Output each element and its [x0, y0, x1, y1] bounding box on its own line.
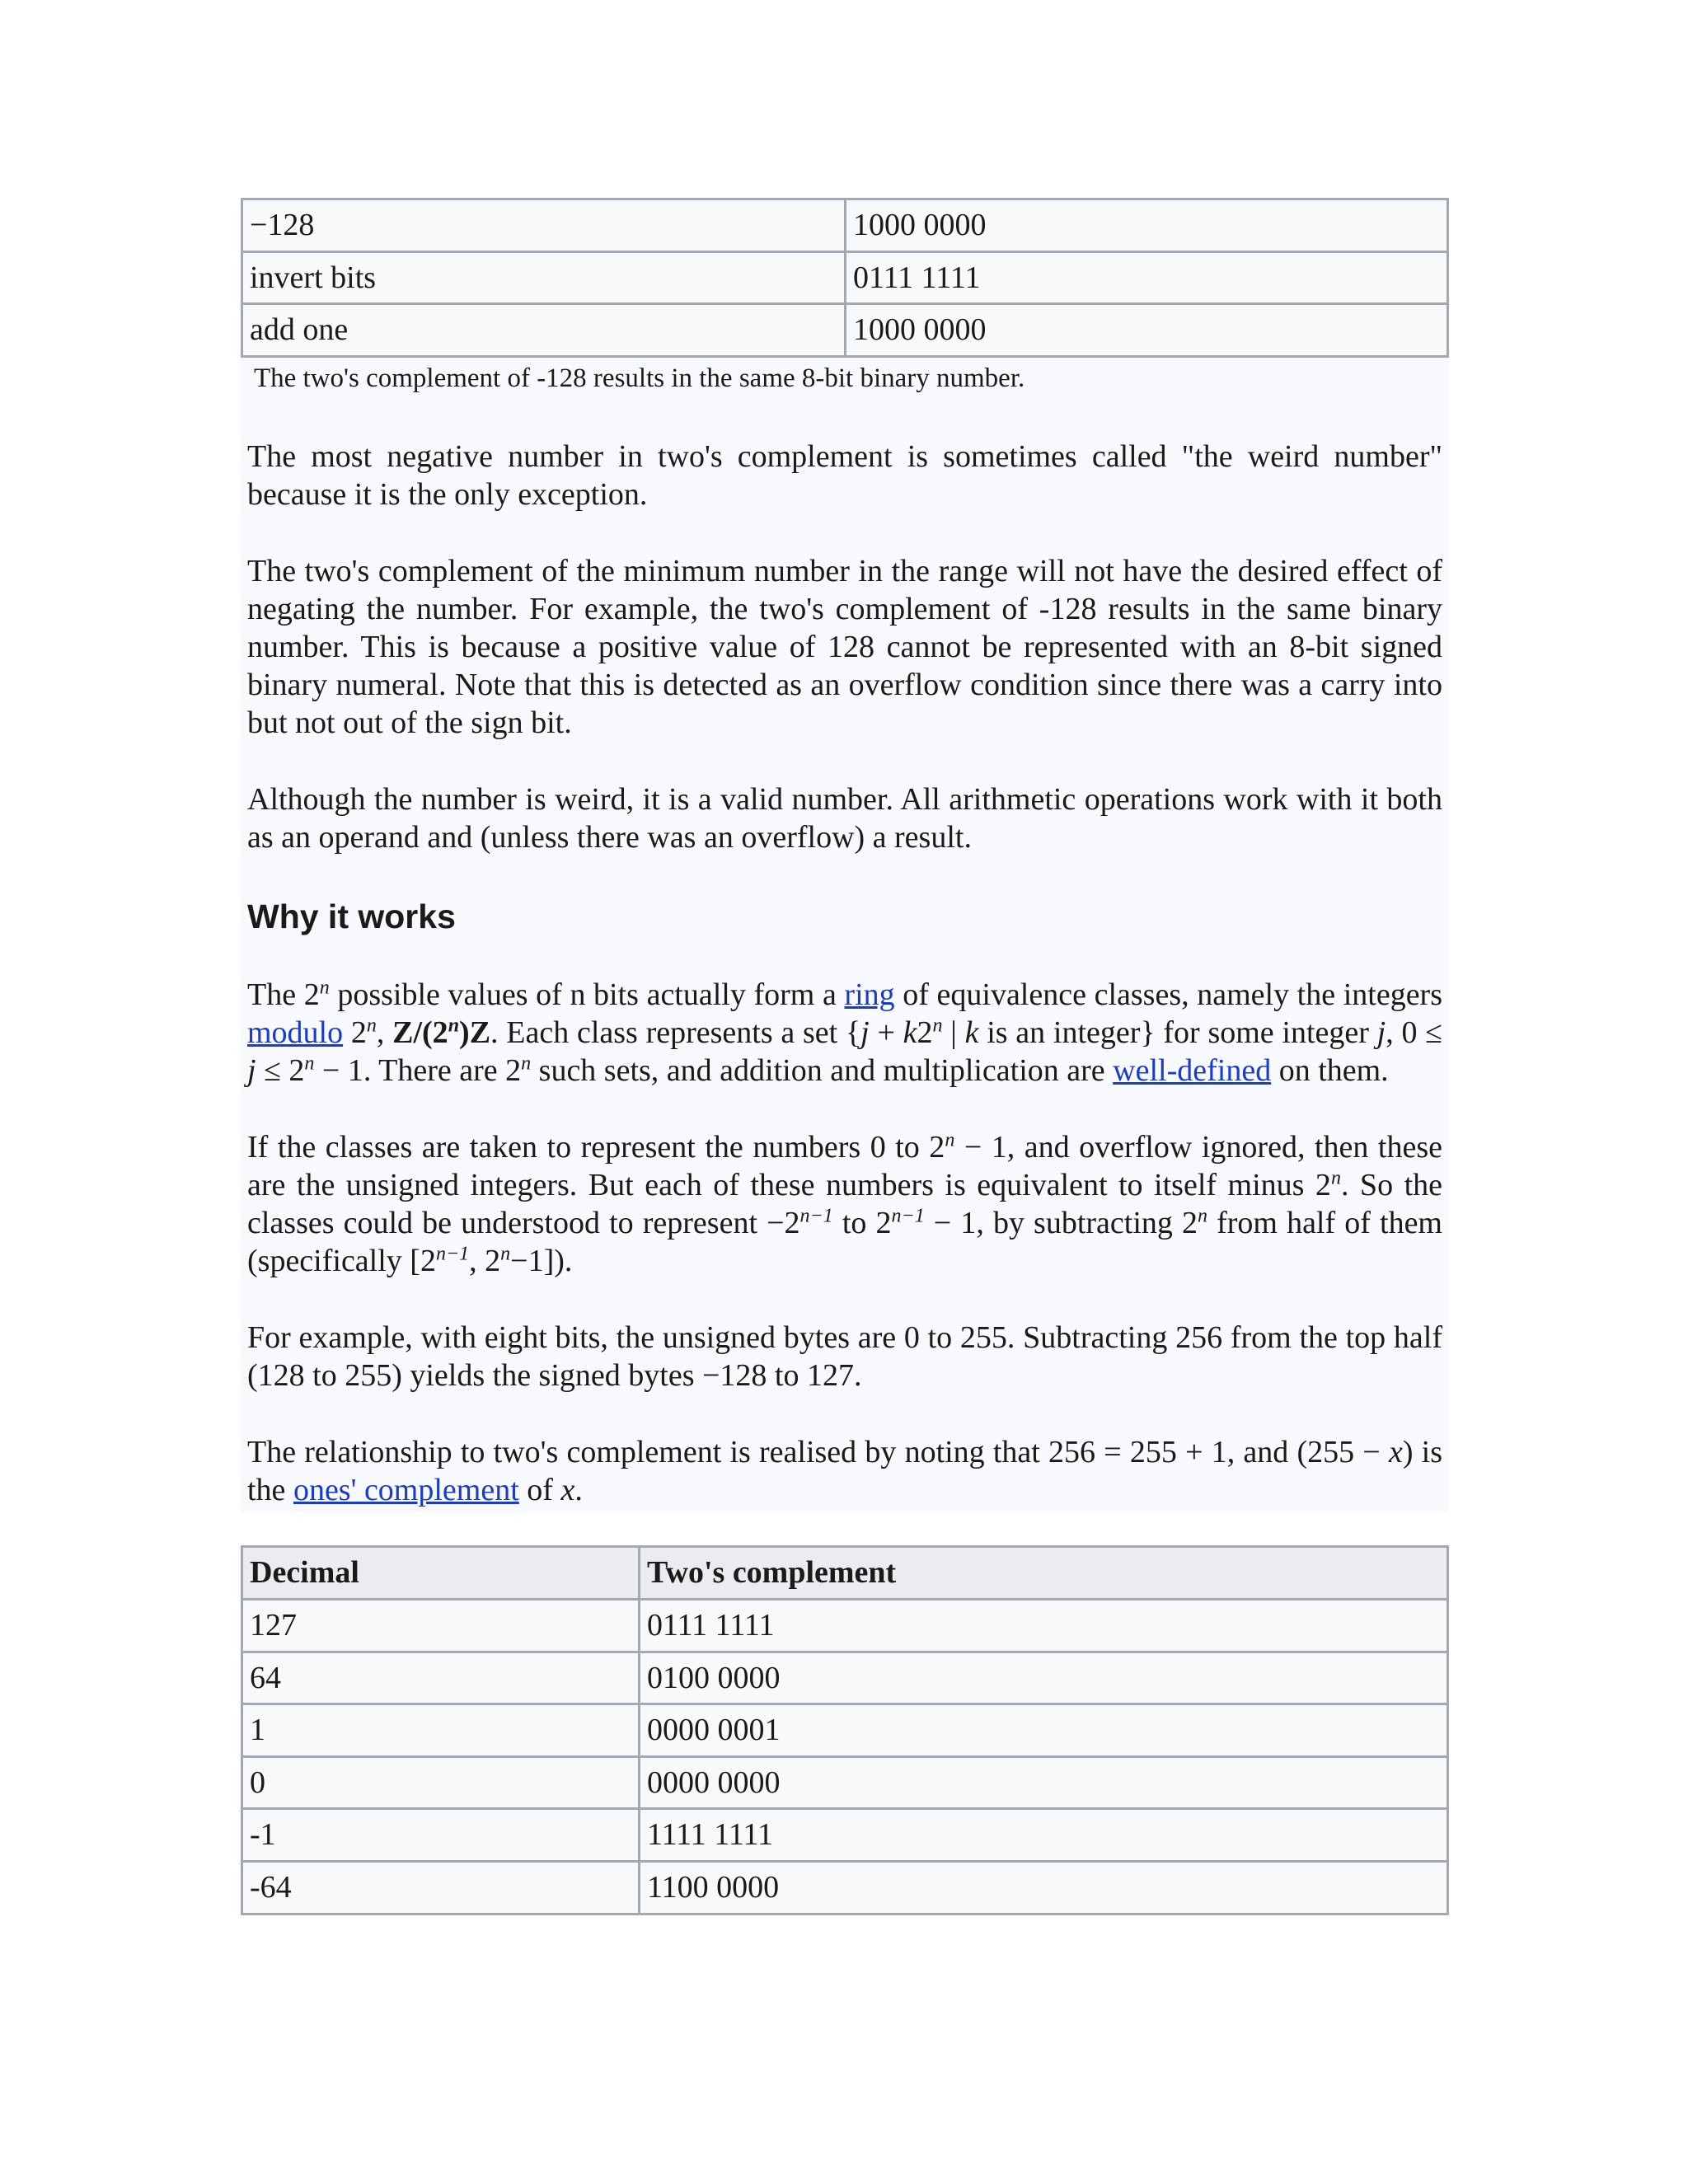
link-modulo[interactable]: modulo: [247, 1015, 344, 1051]
link-ones-complement[interactable]: ones' complement: [293, 1473, 519, 1508]
table-cell-binary: 0000 0000: [640, 1756, 1448, 1809]
table-cell-binary: 0100 0000: [640, 1652, 1448, 1704]
table-row: [242, 1652, 1448, 1704]
table-cell-label: add one: [242, 304, 846, 357]
table-cell-value: 1000 0000: [846, 199, 1448, 252]
paragraph-valid-number: Although the number is weird, it is a valid number. All arithmetic operations work with it both as an operand and (unless there was an overflow) a result.: [247, 782, 1442, 855]
twos-complement-table: [241, 1545, 1449, 1915]
table-cell-value: 1000 0000: [846, 304, 1448, 357]
table-cell-decimal: -1: [242, 1809, 640, 1862]
link-ring[interactable]: ring: [844, 977, 895, 1013]
article-content: [241, 198, 1449, 1915]
section-heading: Why it works: [247, 898, 456, 936]
table-cell-decimal: 64: [242, 1652, 640, 1704]
table-cell-binary: 1100 0000: [640, 1861, 1448, 1914]
table-cell-decimal: 127: [242, 1599, 640, 1652]
table-row: [242, 1704, 1448, 1757]
table-row: [242, 304, 1448, 357]
link-well-defined[interactable]: well-defined: [1113, 1053, 1272, 1089]
column-header-decimal: Decimal: [242, 1547, 640, 1600]
table-cell-value: 0111 1111: [846, 251, 1448, 304]
text-body: [241, 358, 1449, 1513]
weird-number-table: [241, 198, 1449, 358]
table-cell-decimal: 1: [242, 1704, 640, 1757]
table-row: [242, 1599, 1448, 1652]
table-cell-binary: 0111 1111: [640, 1599, 1448, 1652]
column-header-twos-complement: Two's complement: [640, 1547, 1448, 1600]
table-row: [242, 1756, 1448, 1809]
table-row: [242, 199, 1448, 252]
table-row: [242, 1809, 1448, 1862]
paragraph-ring: The 2$^n$ possible values of n bits actually form a ring of equivalence classes, namely the integers modulo 2$^n$, Z/(2$^n$)Z. Each class represents a set {$j + k2^n$ | k is an integer} for some integer j, $0 \le j \le 2^n - 1$. There are 2$^n$ such sets, and addition and multiplication are well-defined on them.: [247, 977, 1443, 1089]
table-cell-binary: 0000 0001: [640, 1704, 1448, 1757]
paragraph-relationship: The relationship to two's complement is realised by noting that 256 = 255 + 1, and (255 − x) is the ones' complement of x.: [247, 1435, 1443, 1508]
table-cell-label: −128: [242, 199, 846, 252]
paragraph-minimum-number: The two's complement of the minimum number in the range will not have the desired effect of negating the number. For example, the two's complement of -128 results in the same binary number. This is because a positive value of 128 cannot be represented with an 8-bit signed binary numeral. Note that this is detected as an overflow condition since there was a carry into but not out of the sign bit.: [247, 554, 1442, 741]
paragraph-example: For example, with eight bits, the unsigned bytes are 0 to 255. Subtracting 256 from the top half (128 to 255) yields the signed bytes −128 to 127.: [247, 1320, 1442, 1394]
table-cell-binary: 1111 1111: [640, 1809, 1448, 1862]
table-caption: The two's complement of -128 results in the same 8-bit binary number.: [254, 363, 1025, 393]
paragraph-weird-number: The most negative number in two's complement is sometimes called "the weird number" because it is the only exception.: [247, 439, 1442, 513]
table-row: [242, 1861, 1448, 1914]
table-row: [242, 251, 1448, 304]
table-header-row: [242, 1547, 1448, 1600]
table-cell-label: invert bits: [242, 251, 846, 304]
paragraph-classes: If the classes are taken to represent the numbers 0 to $2^n - 1$, and overflow ignored, then these are the unsigned integers. But each of these numbers is equivalent to itself minus 2$^n$. So the classes could be understood to represent $-2^{n-1}$ to $2^{n-1} - 1$, by subtracting 2$^n$ from half of them (specifically [$2^{n-1}$, $2^n-1$]).: [247, 1129, 1442, 1279]
table-cell-decimal: 0: [242, 1756, 640, 1809]
table-cell-decimal: -64: [242, 1861, 640, 1914]
